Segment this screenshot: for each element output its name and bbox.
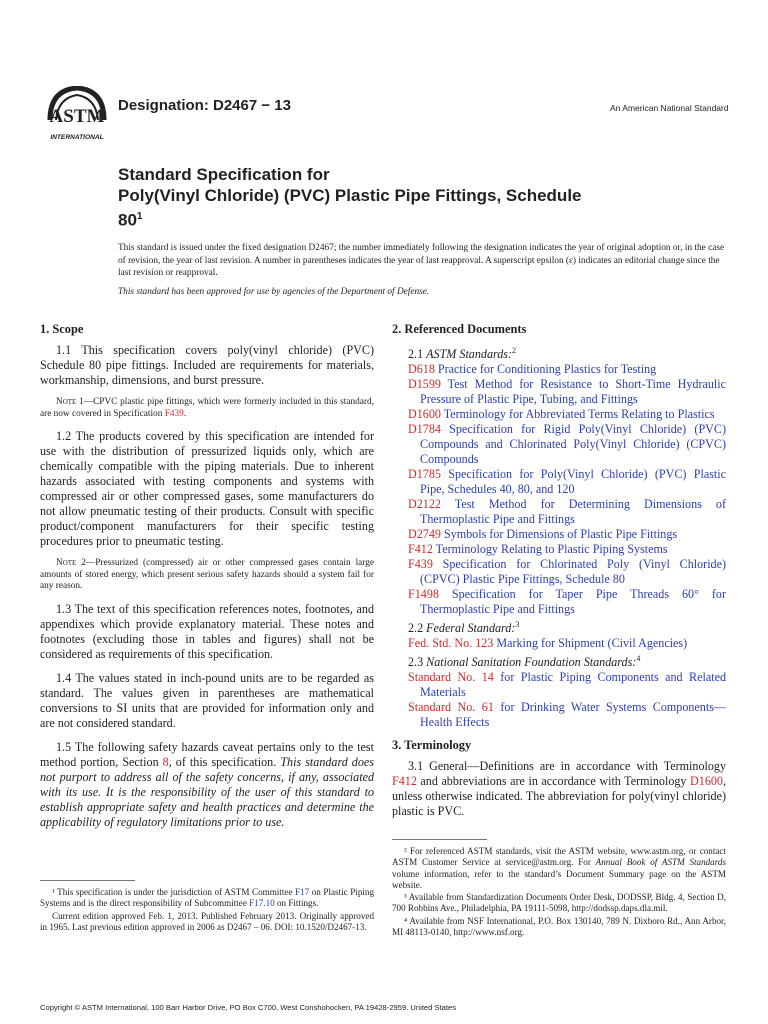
designation: Designation: D2467 − 13 (118, 97, 291, 114)
reference-title-link[interactable]: for Plastic Piping Components and Related Materials (420, 670, 726, 700)
note-2: Note 2—Pressurized (compressed) air or other compressed gases contain large amounts of stored energy, which present serious safety hazards should a system fail for any reason. (40, 558, 374, 591)
nsf-standards-heading: 2.3 National Sanitation Foundation Standards:$^4$ (408, 654, 641, 670)
reference-title-link[interactable]: Test Method for Resistance to Short-Time Hydraulic Pressure of Plastic Pipe, Tubing, and Fittings (420, 377, 726, 407)
reference-title-link[interactable]: Specification for Rigid Poly(Vinyl Chloride) (PVC) Compounds and Chlorinated Poly(Vinyl Chloride) (CPVC) Compounds (420, 422, 726, 467)
title-line-2: Poly(Vinyl Chloride) (PVC) Plastic Pipe Fittings, Schedule (118, 186, 582, 205)
reference-code-link[interactable]: D618 (408, 362, 435, 377)
note-1: Note 1—CPVC plastic pipe fittings, which were formerly included in this standard, are now covered in Specification F439. (40, 397, 374, 419)
scope-1-5: 1.5 The following safety hazards caveat pertains only to the test method portion, Section 8, of this specification. This standard does not purport to address all of the safety concerns, if any, associated with its use. It is the responsibility of the user of this standard to establish appropriate safety and health practices and determine the applicability of regulatory limitations prior to use. (40, 739, 374, 829)
link-f17-10[interactable]: F17.10 (249, 898, 275, 909)
left-footnotes (40, 880, 374, 934)
reference-item (392, 670, 726, 700)
scope-1-1: 1.1 This specification covers poly(vinyl chloride) (PVC) Schedule 80 pipe fittings. Included are requirements for materials, workmanship, dimensions, and burst pressure. (40, 343, 374, 387)
reference-item (392, 527, 726, 542)
title-line-1: Standard Specification for (118, 165, 330, 184)
reference-item (392, 422, 726, 467)
reference-code-link[interactable]: F412 (408, 542, 433, 557)
copyright-notice: Copyright © ASTM International, 100 Barr Harbor Drive, PO Box C700, West Conshohocken, PA 19428-2959. United States (40, 1003, 457, 1012)
scope-heading: 1. Scope (40, 322, 84, 336)
reference-title-link[interactable]: Symbols for Dimensions of Plastic Pipe Fittings (440, 527, 678, 542)
reference-item (392, 377, 726, 407)
reference-title-link[interactable]: Specification for Poly(Vinyl Chloride) (PVC) Plastic Pipe, Schedules 40, 80, and 120 (420, 467, 726, 497)
reference-code-link[interactable]: D1785 (408, 467, 441, 482)
terminology-heading: 3. Terminology (392, 738, 472, 753)
footnote-1: ¹ This specification is under the jurisdiction of ASTM Committee F17 on Plastic Piping Systems and is the direct responsibility of Subcommittee F17.10 on Fittings. (40, 887, 374, 909)
svg-text:ASTM: ASTM (49, 106, 105, 127)
right-column (392, 322, 726, 828)
link-f439[interactable]: F439 (164, 408, 184, 419)
reference-item (392, 557, 726, 587)
reference-item (392, 362, 726, 377)
footnote-rule (40, 880, 135, 881)
link-f412[interactable]: F412 (392, 774, 417, 789)
reference-title-link[interactable]: Terminology Relating to Plastic Piping Systems (432, 542, 668, 557)
approval-statement: This standard has been approved for use by agencies of the Department of Defense. (118, 287, 430, 297)
reference-item (392, 407, 726, 422)
reference-code-link[interactable]: D1599 (408, 377, 441, 392)
astm-reference-list (392, 362, 726, 617)
right-footnotes (392, 839, 726, 939)
reference-title-link[interactable]: for Drinking Water Systems Components—Health Effects (420, 700, 727, 730)
reference-item (392, 542, 726, 557)
footnote-4: ⁴ Available from NSF International, P.O. Box 130140, 789 N. Dixboro Rd., Ann Arbor, MI 48113-0140, http://www.nsf.org. (392, 915, 726, 938)
footnote-2: ² For referenced ASTM standards, visit the ASTM website, www.astm.org, or contact ASTM Customer Service at service@astm.org. For Annual Book of ASTM Standards volume information, refer to the standard’s Document Summary page on the ASTM website. (392, 846, 726, 890)
terminology-3-1: 3.1 General—Definitions are in accordance with Terminology F412 and abbreviations are in accordance with Terminology D1600, unless otherwise indicated. The abbreviation for poly(vinyl chloride) plastic is PVC. (392, 759, 726, 819)
reference-title-link[interactable]: Practice for Conditioning Plastics for Testing (434, 362, 657, 377)
referenced-documents-heading: 2. Referenced Documents (392, 322, 527, 336)
link-d1600[interactable]: D1600 (690, 774, 723, 789)
link-f17[interactable]: F17 (295, 887, 310, 897)
nsf-reference-list (392, 670, 726, 730)
reference-title-link[interactable]: Specification for Taper Pipe Threads 60° for Thermoplastic Pipe and Fittings (420, 587, 726, 617)
astm-logo (44, 86, 110, 144)
link-section-8[interactable]: 8 (162, 754, 169, 769)
reference-code-link[interactable]: Standard No. 61 (408, 700, 494, 715)
reference-code-link[interactable]: F439 (408, 557, 433, 572)
page-title (118, 164, 718, 231)
scope-1-3: 1.3 The text of this specification references notes, footnotes, and appendixes which provide explanatory material. These notes and footnotes (excluding those in tables and figures) shall not be considered as requirements of this specification. (40, 601, 374, 661)
astm-logo-icon (44, 86, 110, 144)
scope-1-4: 1.4 The values stated in inch-pound units are to be regarded as standard. The values given in parentheses are mathematical conversions to SI units that are provided for information only and are not considered standard. (40, 670, 374, 730)
reference-code-link[interactable]: D2749 (408, 527, 441, 542)
scope-1-2: 1.2 The products covered by this specification are intended for use with the distribution of pressurized liquids only, which are chemically compatible with the piping materials. Due to inherent hazards associated with testing components and systems with compressed air or other compressed gases, some manufacturers do not allow pneumatic testing of their products. Consult with specific product/component manufacturers for their specific testing procedures prior to pneumatic testing. (40, 429, 374, 548)
svg-text:INTERNATIONAL: INTERNATIONAL (50, 134, 104, 141)
title-line-3: $80^1$ (118, 210, 143, 230)
reference-code-link[interactable]: Standard No. 14 (408, 670, 494, 685)
federal-reference-list (392, 636, 726, 651)
left-column (40, 322, 374, 839)
footnote-rule (392, 839, 487, 840)
astm-standards-heading: 2.1 ASTM Standards:$^2$ (408, 346, 517, 362)
reference-title-link[interactable]: Specification for Chlorinated Poly (Vinyl Chloride) (CPVC) Plastic Pipe Fittings, Schedule 80 (420, 557, 726, 587)
reference-item (392, 497, 726, 527)
national-standard-label: An American National Standard (610, 103, 729, 113)
reference-item (392, 467, 726, 497)
reference-item (392, 700, 726, 730)
footnote-3: ³ Available from Standardization Documents Order Desk, DODSSP, Bldg. 4, Section D, 700 Robbins Ave., Philadelphia, PA 19111-5098, http://dodssp.daps.dla.mil. (392, 892, 726, 914)
reference-title-link[interactable]: Test Method for Determining Dimensions of Thermoplastic Pipe and Fittings (420, 497, 726, 527)
reference-code-link[interactable]: D2122 (408, 497, 441, 512)
reference-code-link[interactable]: D1784 (408, 422, 441, 437)
reference-title-link[interactable]: Marking for Shipment (Civil Agencies) (493, 636, 688, 651)
reference-item (392, 587, 726, 617)
federal-standard-heading: 2.2 Federal Standard:$^3$ (408, 620, 520, 636)
reference-code-link[interactable]: Fed. Std. No. 123 (408, 636, 494, 651)
reference-code-link[interactable]: D1600 (408, 407, 441, 422)
reference-item (392, 636, 726, 651)
reference-title-link[interactable]: Terminology for Abbreviated Terms Relating to Plastics (440, 407, 715, 422)
footnote-1-edition: Current edition approved Feb. 1, 2013. Published February 2013. Originally approved in 1965. Last previous edition approved in 2006 as D2467 – 06. DOI: 10.1520/D2467-13. (40, 910, 374, 932)
reference-code-link[interactable]: F1498 (408, 587, 439, 602)
intro-paragraph: This standard is issued under the fixed designation D2467; the number immediately following the designation indicates the year of original adoption or, in the case of revision, the year of last revision. A number in parentheses indicates the year of last reapproval. A superscript epsilon (ε) indicates an editorial change since the last revision or reapproval. (118, 243, 725, 278)
